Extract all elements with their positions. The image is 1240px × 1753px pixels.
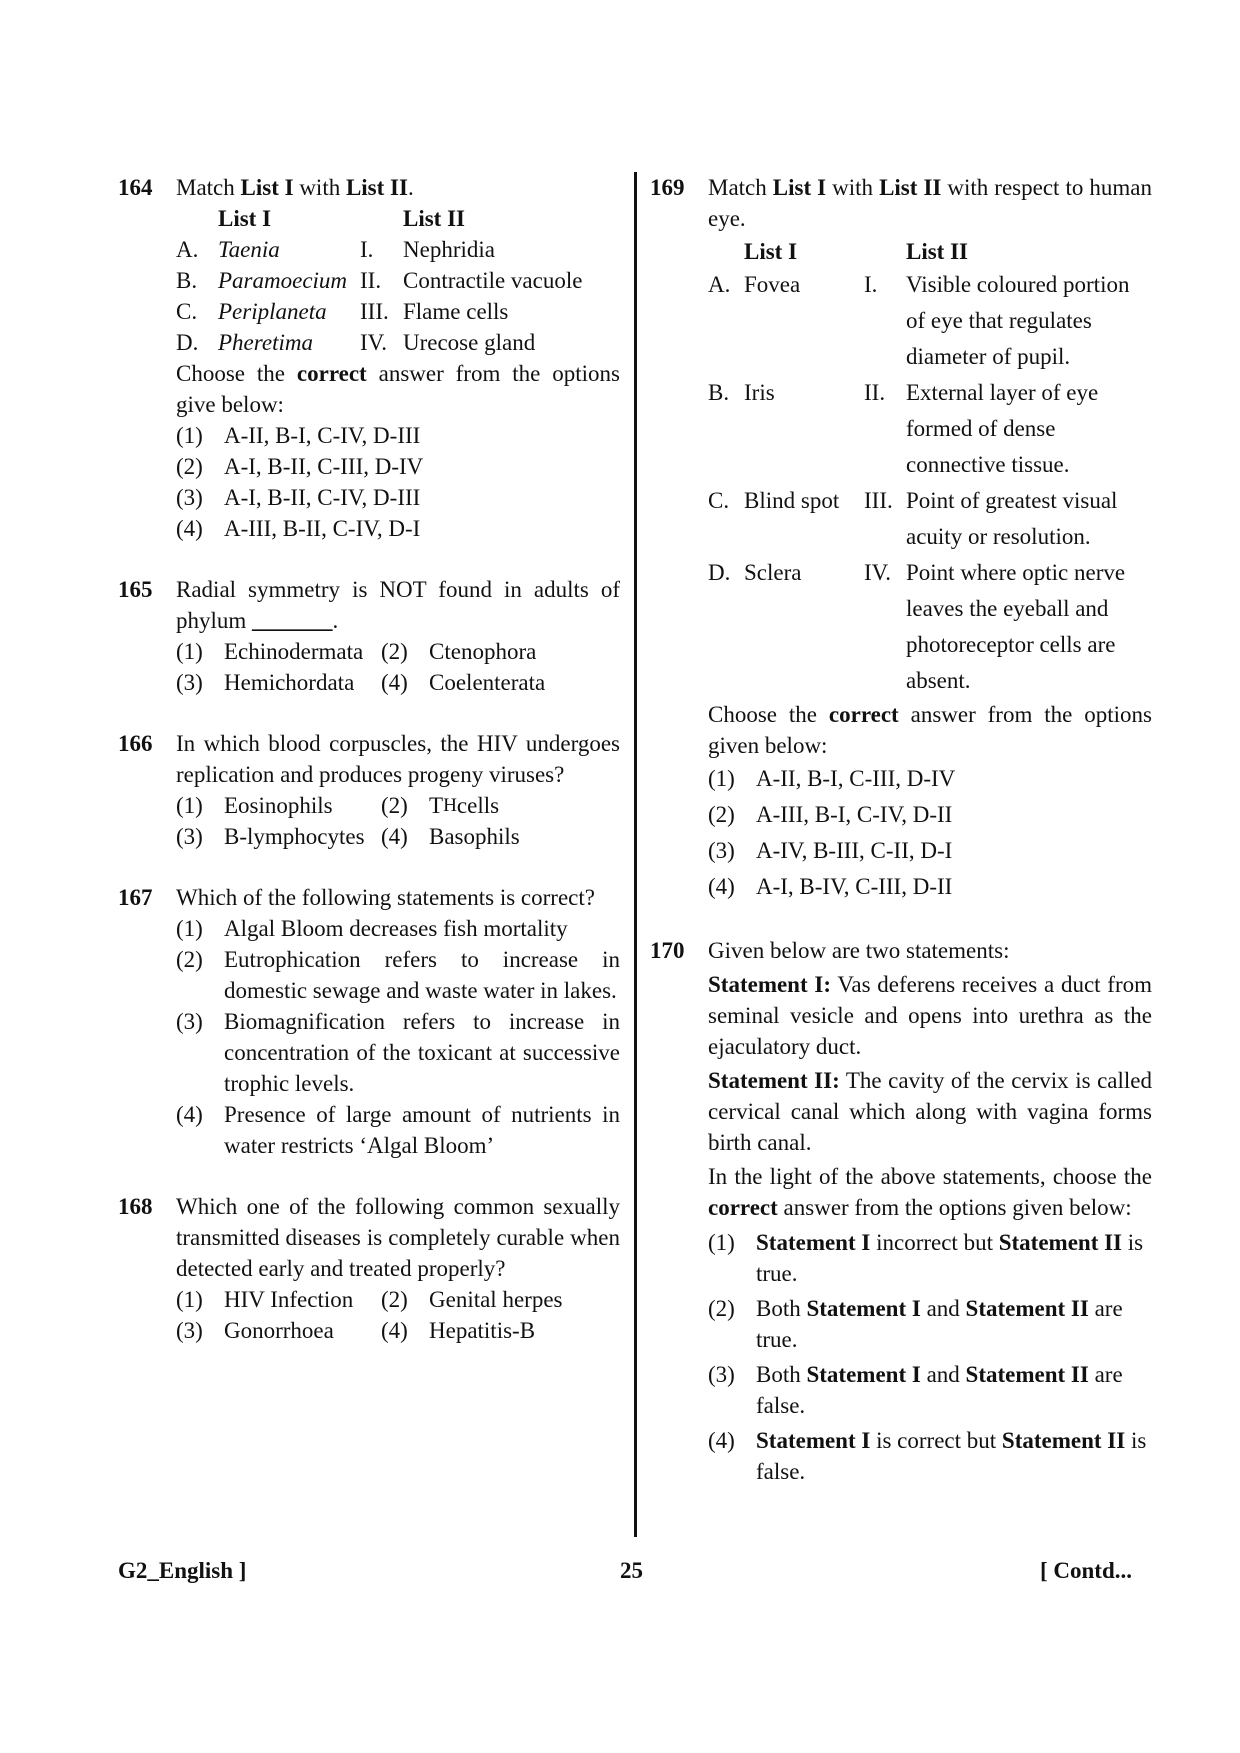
option[interactable]: (1) HIV Infection (176, 1287, 354, 1312)
option-text: Basophils (429, 824, 520, 849)
option[interactable]: (3) Gonorrhoea (176, 1318, 334, 1343)
match-row: D. Pheretima IV. Urecose gland (176, 330, 536, 355)
question-165 (118, 574, 620, 698)
question-number: 170 (650, 938, 685, 963)
option[interactable]: (2) (381, 639, 408, 664)
list2-header: List II (906, 239, 968, 264)
match-row: C. Periplaneta III. Flame cells (176, 299, 509, 324)
question-number: 169 (650, 175, 685, 200)
option-text: T H cells (429, 793, 500, 818)
match-row: C. Blind spot III. Point of greatest visual acuity or resolution. (708, 488, 1118, 549)
question-number: 165 (118, 577, 153, 602)
option[interactable]: (4) Statement I is correct but Statement II is false. (708, 1428, 1147, 1484)
option-row (176, 1315, 620, 1346)
option-text: Coelenterata (429, 670, 546, 695)
footer-contd: [ Contd... (1040, 1558, 1133, 1583)
option[interactable]: (4) Presence of large amount of nutrients in water restricts ‘Algal Bloom’ (176, 1102, 620, 1158)
option[interactable]: (4) (381, 824, 408, 849)
option[interactable]: (1) Algal Bloom decreases fish mortality (176, 916, 568, 941)
list1-header: List I (218, 206, 272, 231)
option[interactable]: (3) A-I, B-II, C-IV, D-III (176, 485, 421, 510)
match-row: A. Taenia I. Nephridia (176, 237, 495, 262)
question-stem: Which one of the following common sexually transmitted diseases is completely curable when detected early and treated properly? (176, 1194, 620, 1281)
option[interactable]: (1) Statement I incorrect but Statement II is true. (708, 1230, 1144, 1286)
question-168 (118, 1191, 620, 1346)
choose-instruction: In the light of the above statements, choose the correct answer from the options given below: (708, 1164, 1152, 1220)
question-170 (650, 935, 1152, 1487)
option[interactable]: (2) A-III, B-I, C-IV, D-II (708, 802, 953, 827)
question-number: 168 (118, 1194, 153, 1219)
list1-header: List I (744, 239, 798, 264)
option[interactable]: (3) Hemichordata (176, 670, 355, 695)
question-stem: Which of the following statements is correct? (176, 885, 595, 910)
question-stem: Given below are two statements: (708, 938, 1010, 963)
match-row: D. Sclera IV. Point where optic nerve leaves the eyeball and photoreceptor cells are absent. (708, 560, 1126, 693)
option[interactable]: (4) (381, 1318, 408, 1343)
option[interactable]: (4) A-III, B-II, C-IV, D-I (176, 516, 421, 541)
question-164 (118, 172, 620, 544)
match-row: B. Iris II. External layer of eye formed of dense connective tissue. (708, 380, 1099, 477)
statement-1: Statement I: Vas deferens receives a duct from seminal vesicle and opens into urethra as the ejaculatory duct. (708, 972, 1152, 1059)
option[interactable]: (2) A-I, B-II, C-III, D-IV (176, 454, 424, 479)
match-table (708, 236, 1152, 699)
option[interactable]: (1) Echinodermata (176, 639, 364, 664)
option[interactable]: (2) (381, 1287, 408, 1312)
option-row (176, 790, 620, 821)
option[interactable]: (2) Both Statement I and Statement II are true. (708, 1296, 1123, 1352)
option-row (176, 821, 620, 852)
question-stem: Match List I with List II with respect to human eye. (708, 175, 1152, 231)
column-divider (634, 172, 637, 1537)
question-169 (650, 172, 1152, 905)
question-number: 166 (118, 731, 153, 756)
option[interactable]: (3) Both Statement I and Statement II are false. (708, 1362, 1123, 1418)
match-row: A. Fovea I. Visible coloured portion of eye that regulates diameter of pupil. (708, 272, 1130, 369)
question-number: 164 (118, 175, 153, 200)
option[interactable]: (3) B-lymphocytes (176, 824, 365, 849)
option[interactable]: (1) A-II, B-I, C-IV, D-III (176, 423, 421, 448)
option-text: Genital herpes (429, 1287, 563, 1312)
question-stem: Radial symmetry is NOT found in adults of phylum _______. (176, 577, 620, 633)
question-number: 167 (118, 885, 153, 910)
page-number: 25 (620, 1558, 643, 1583)
question-166 (118, 728, 620, 852)
option[interactable]: (2) (381, 793, 408, 818)
question-167 (118, 882, 620, 1161)
option[interactable]: (3) Biomagnification refers to increase in concentration of the toxicant at successive trophic levels. (176, 1009, 620, 1096)
choose-instruction: Choose the correct answer from the options give below: (176, 361, 620, 417)
list2-header: List II (403, 206, 465, 231)
left-column (118, 172, 620, 1346)
question-stem: In which blood corpuscles, the HIV undergoes replication and produces progeny viruses? (176, 731, 620, 787)
match-row: B. Paramoecium II. Contractile vacuole (176, 268, 583, 293)
match-table (176, 203, 582, 358)
question-stem: Match List I with List II. (176, 175, 414, 200)
choose-instruction: Choose the correct answer from the options given below: (708, 702, 1152, 758)
option-text: Ctenophora (429, 639, 537, 664)
option-row (176, 667, 620, 698)
option-row (176, 636, 620, 667)
option-text: Hepatitis-B (429, 1318, 536, 1343)
option[interactable]: (3) A-IV, B-III, C-II, D-I (708, 838, 953, 863)
option[interactable]: (2) Eutrophication refers to increase in domestic sewage and waste water in lakes. (176, 947, 620, 1003)
option[interactable]: (4) A-I, B-IV, C-III, D-II (708, 874, 953, 899)
option-row (176, 1284, 620, 1315)
option[interactable]: (1) Eosinophils (176, 793, 333, 818)
statement-2: Statement II: The cavity of the cervix is called cervical canal which along with vagina forms birth canal. (708, 1068, 1152, 1155)
footer-code: G2_English ] (118, 1558, 247, 1583)
option[interactable]: (4) (381, 670, 408, 695)
right-column (650, 172, 1152, 1487)
option[interactable]: (1) A-II, B-I, C-III, D-IV (708, 766, 956, 791)
